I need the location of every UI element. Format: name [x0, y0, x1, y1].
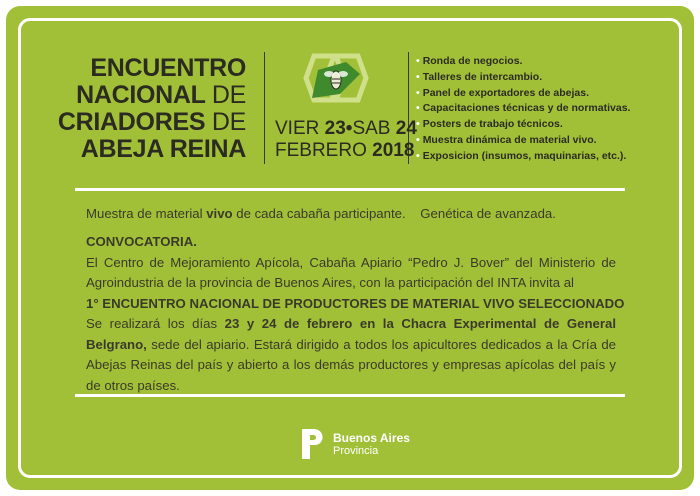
- bee-logo-icon: [300, 52, 372, 104]
- title-line-1: ENCUENTRO: [90, 54, 246, 82]
- activities-list: [416, 54, 630, 165]
- top-rule: [75, 188, 625, 191]
- title-line-3: CRIADORES DE: [57, 108, 246, 136]
- activity-item: • Muestra dinámica de material vivo.: [416, 133, 597, 146]
- activity-item: • Posters de trabajo técnicos.: [416, 118, 563, 131]
- convocatoria-heading: CONVOCATORIA.: [86, 234, 197, 249]
- footer-brand-sub: Provincia: [333, 445, 379, 457]
- title-line-4: ABEJA REINA: [80, 135, 246, 163]
- footer-brand: Buenos Aires: [333, 431, 410, 445]
- convocatoria-section: [86, 232, 625, 396]
- activity-item: • Panel de exportadores de abejas.: [416, 86, 590, 99]
- event-title: [58, 55, 246, 163]
- activity-item: • Capacitaciones técnicas y de normativas.: [416, 102, 631, 115]
- buenos-aires-logo-icon: [298, 427, 328, 461]
- event-month-year: FEBRERO 2018: [275, 140, 415, 161]
- event-details: Se realizará los días 23 y 24 de febrero en la Chacra Experimental de General Belgrano, sede del apiario. Estará dirigido a todos los apicultores dedicados a la Cría de Abejas Reinas del país y abierto a los demás productores y empresas apícolas del país y de otros países.: [86, 316, 616, 393]
- activity-item: • Talleres de intercambio.: [416, 70, 543, 83]
- bottom-rule: [75, 394, 625, 397]
- title-line-2: NACIONAL DE: [76, 81, 246, 109]
- event-name: 1° ENCUENTRO NACIONAL DE PRODUCTORES DE MATERIAL VIVO SELECCIONADO: [86, 295, 625, 311]
- activity-item: • Exposicion (insumos, maquinarias, etc.).: [416, 149, 627, 162]
- activity-item: • Ronda de negocios.: [416, 55, 523, 67]
- intro-line: Muestra de material vivo de cada cabaña participante. Genética de avanzada.: [86, 206, 556, 221]
- convocatoria-paragraph: El Centro de Mejoramiento Apícola, Cabaña Apiario “Pedro J. Bover” del Ministerio de Agroindustria de la provincia de Buenos Aires, con la participación del INTA invita al: [86, 254, 616, 290]
- event-days: VIER 23•SAB 24: [275, 118, 417, 139]
- title-divider: [264, 52, 265, 164]
